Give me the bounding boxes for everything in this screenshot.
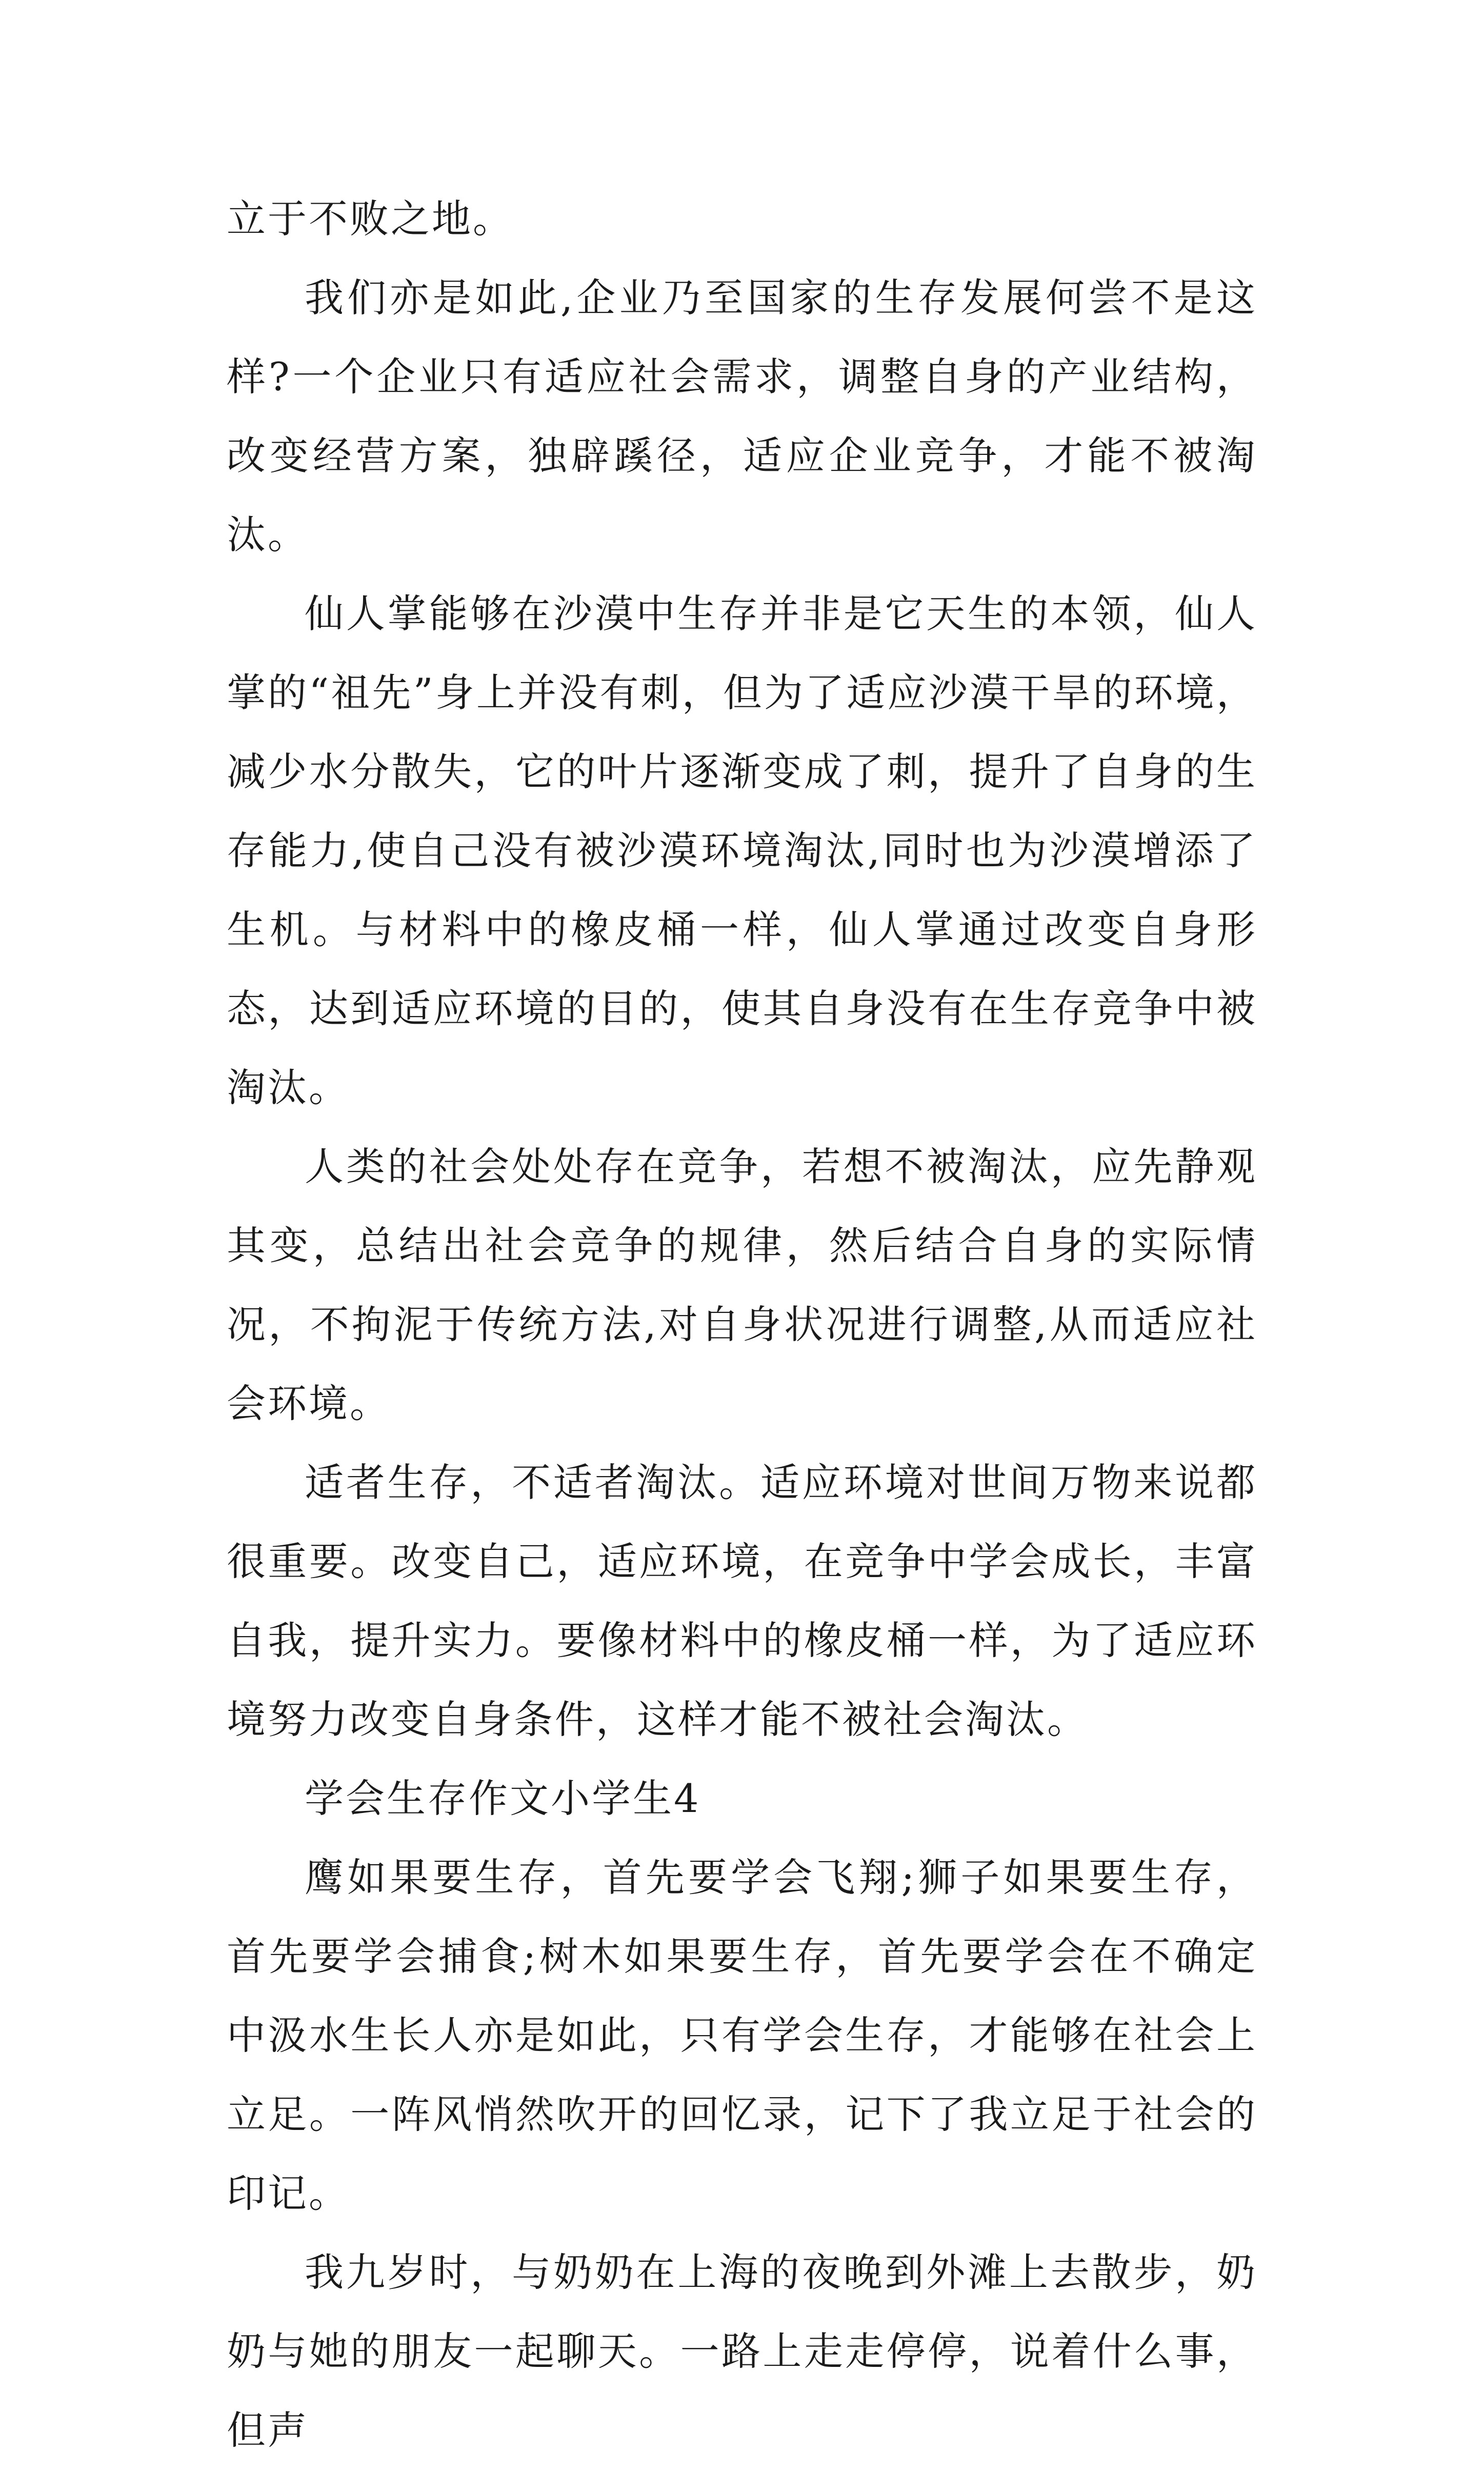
paragraph: 立于不败之地。 <box>227 196 514 242</box>
paragraph: 人类的社会处处存在竞争，若想不被淘汰，应先静观其变，总结出社会竞争的规律，然后结合自身的实际情况，不拘泥于传统方法,对自身状况进行调整,从而适应社会环境。 <box>227 1144 1257 1426</box>
document-body <box>227 180 1257 2470</box>
paragraph: 我九岁时，与奶奶在上海的夜晚到外滩上去散步，奶奶与她的朋友一起聊天。一路上走走停停，说着什么事，但声 <box>227 2249 1257 2453</box>
section-heading: 学会生存作文小学生4 <box>305 1776 701 1821</box>
paragraph: 仙人掌能够在沙漠中生存并非是它天生的本领，仙人掌的“祖先”身上并没有刺，但为了适应沙漠干旱的环境，减少水分散失，它的叶片逐渐变成了刺，提升了自身的生存能力,使自己没有被沙漠环境淘汰,同时也为沙漠增添了生机。与材料中的橡皮桶一样，仙人掌通过改变自身形态，达到适应环境的目的，使其自身没有在生存竞争中被淘汰。 <box>227 591 1257 1110</box>
paragraph: 我们亦是如此,企业乃至国家的生存发展何尝不是这样?一个企业只有适应社会需求，调整自身的产业结构，改变经营方案，独辟蹊径，适应企业竞争，才能不被淘汰。 <box>227 275 1257 557</box>
paragraph: 鹰如果要生存，首先要学会飞翔;狮子如果要生存，首先要学会捕食;树木如果要生存，首先要学会在不确定中汲水生长人亦是如此，只有学会生存，才能够在社会上立足。一阵风悄然吹开的回忆录，记下了我立足于社会的印记。 <box>227 1855 1257 2216</box>
paragraph: 适者生存，不适者淘汰。适应环境对世间万物来说都很重要。改变自己，适应环境，在竞争中学会成长，丰富自我，提升实力。要像材料中的橡皮桶一样，为了适应环境努力改变自身条件，这样才能不被社会淘汰。 <box>227 1460 1257 1742</box>
